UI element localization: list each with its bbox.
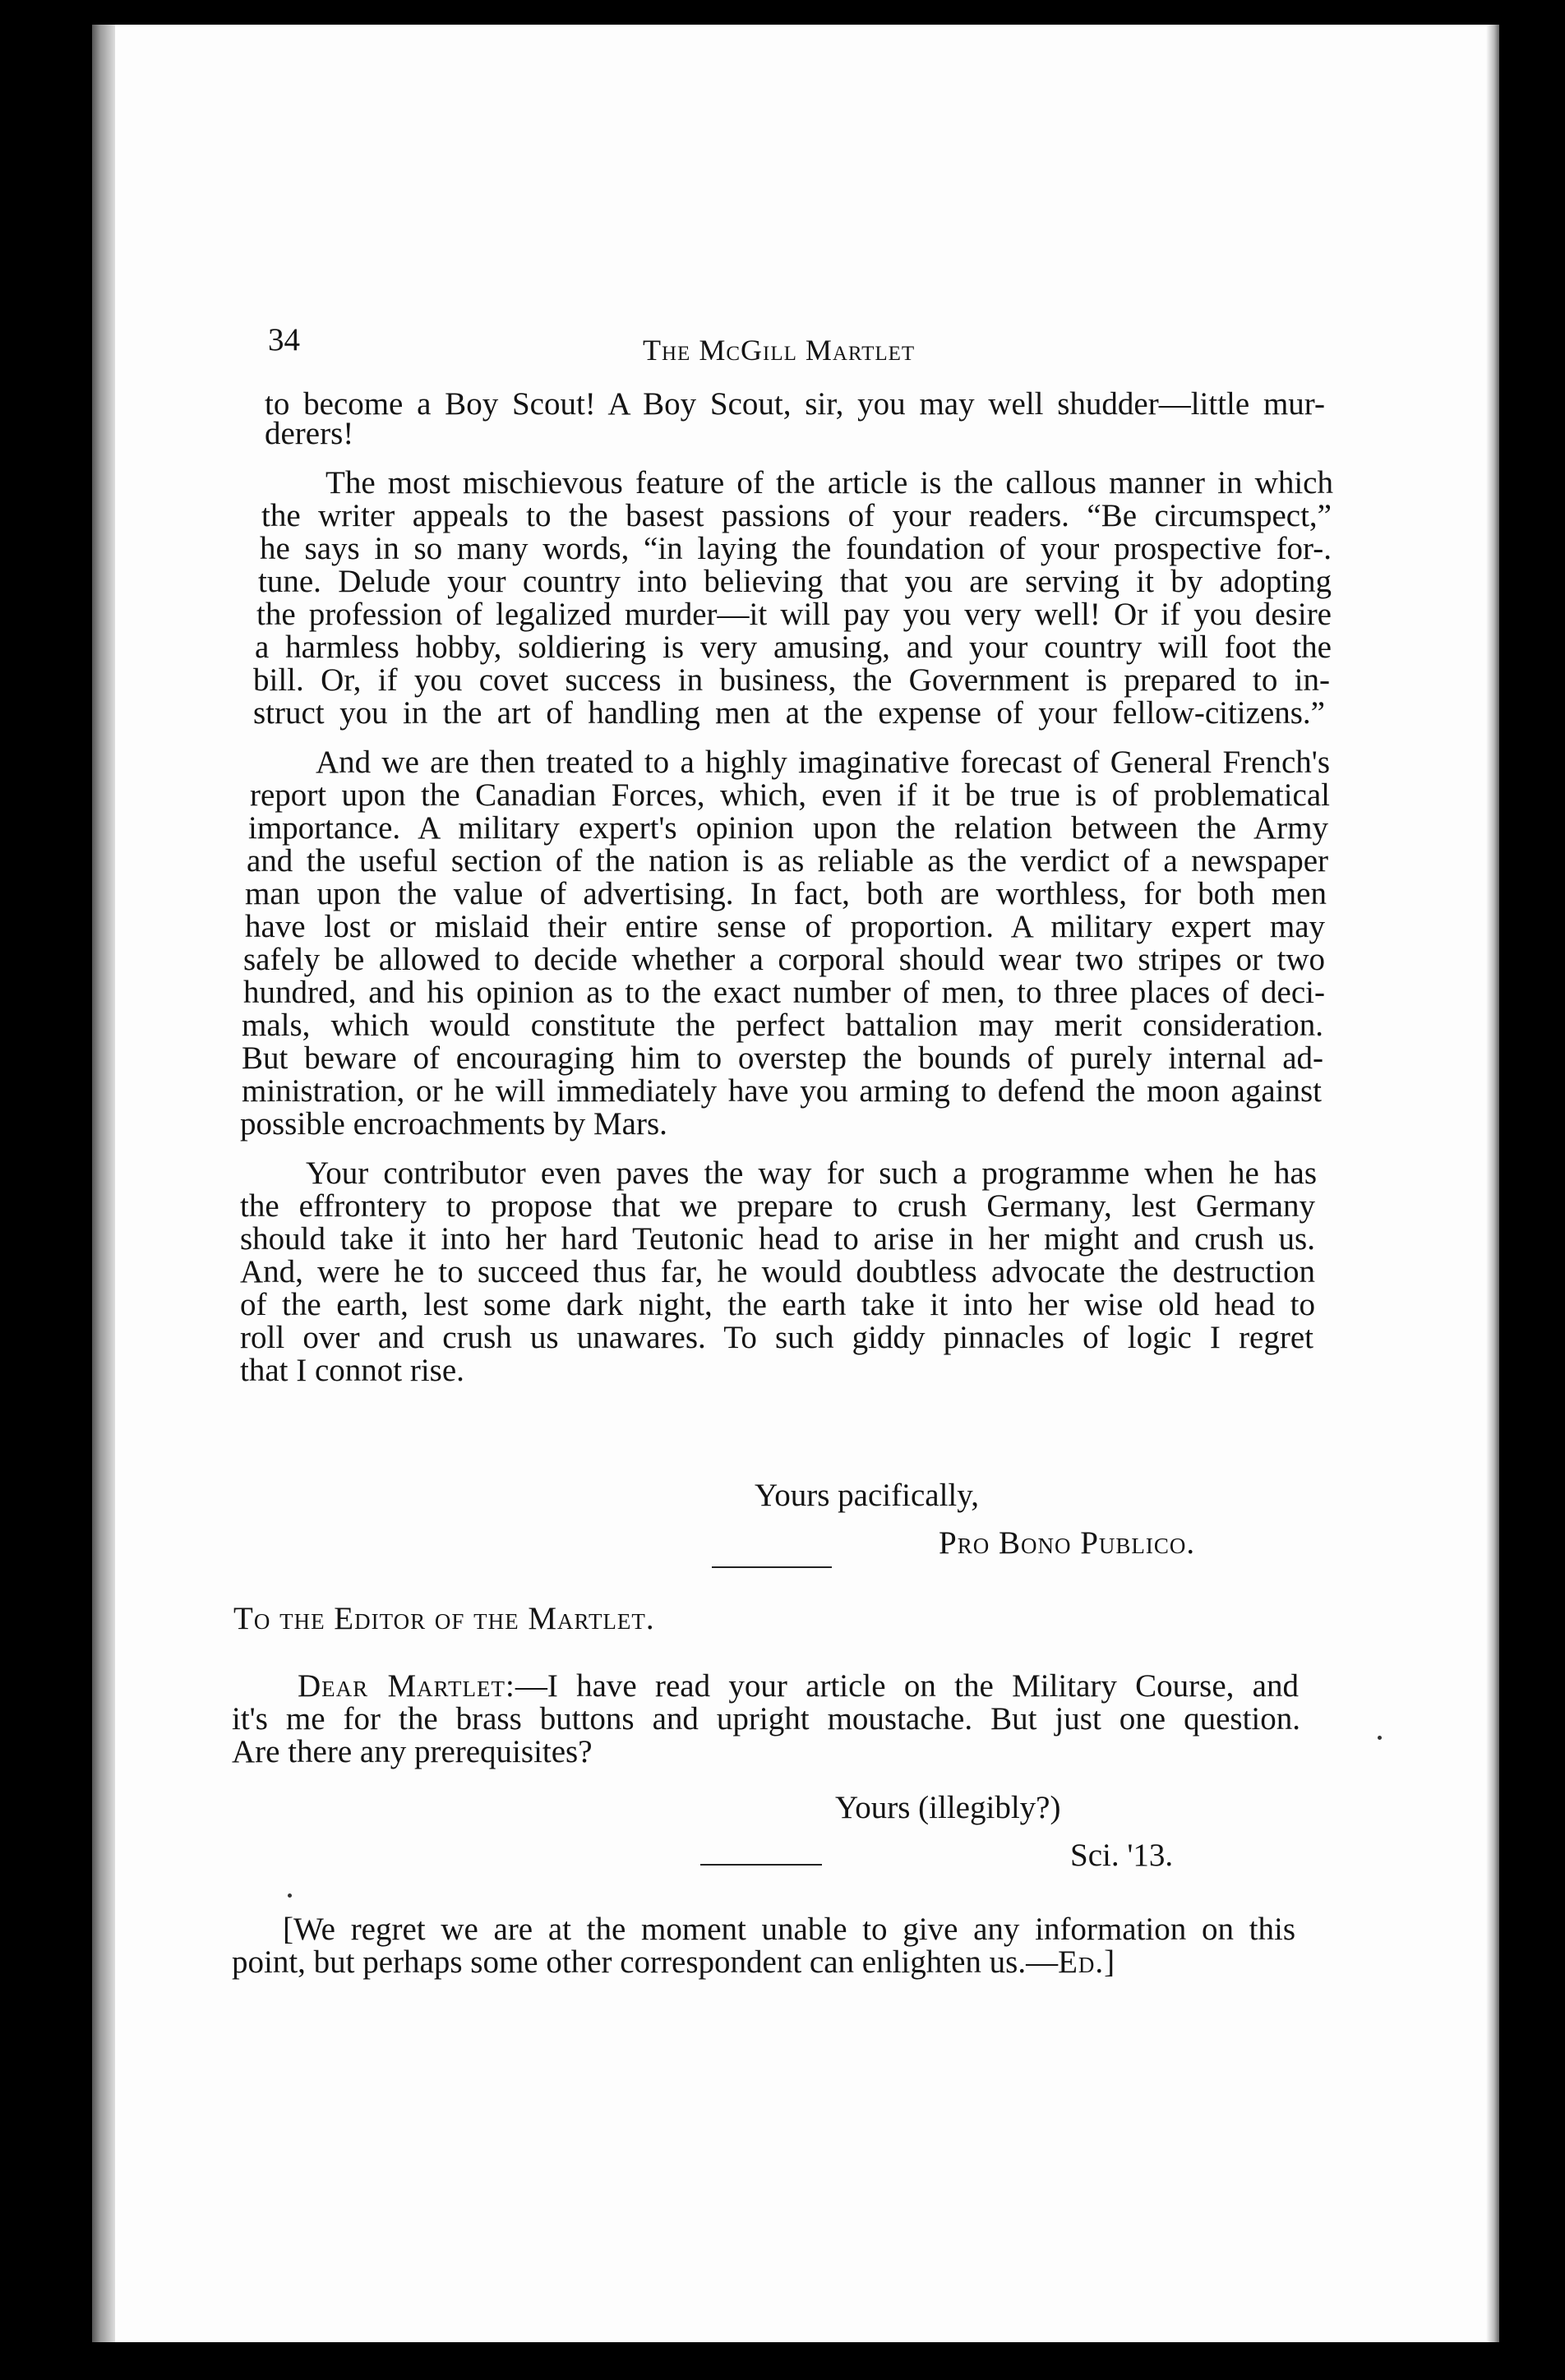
letter1-line: bill. Or, if you covet success in business, the Government is prepared to in- [253, 662, 1330, 698]
letter1-line: But beware of encouraging him to overstep the bounds of purely internal ad- [242, 1040, 1323, 1076]
letter1-line: struct you in the art of handling men at the expense of your fellow-citizens.” [253, 695, 1325, 731]
letter1-line: should take it into her hard Teutonic head to arise in her might and crush us. [240, 1221, 1315, 1257]
letter1-line: the effrontery to propose that we prepare to crush Germany, lest Germany [240, 1188, 1315, 1224]
letter1-line: the profession of legalized murder—it will pay you very well! Or if you desire [256, 597, 1332, 632]
editor-note-line: [We regret we are at the moment unable to give any information on this [283, 1912, 1295, 1947]
separator-rule [700, 1864, 822, 1866]
letter1-line: to become a Boy Scout! A Boy Scout, sir, you may well shudder—little mur- [265, 386, 1325, 422]
letter1-line: And we are then treated to a highly imaginative forecast of General French's [316, 745, 1330, 780]
letter1-line: And, were he to succeed thus far, he would doubtless advocate the destruction [240, 1254, 1315, 1289]
letter2-closing: Yours (illegibly?) [835, 1790, 1061, 1825]
letter1-line: man upon the value of advertising. In fact, both are worthless, for both men [245, 876, 1327, 911]
letter1-line: safely be allowed to decide whether a corporal should wear two stripes or two [243, 942, 1325, 977]
letter1-signature: Pro Bono Publico. [939, 1525, 1196, 1561]
letter2-line: it's me for the brass buttons and upright moustache. But just one question. [232, 1701, 1300, 1737]
letter1-line: hundred, and his opinion as to the exact number of men, to three places of deci- [243, 975, 1325, 1010]
letter1-line: report upon the Canadian Forces, which, even if it be true is of problematical [250, 777, 1330, 813]
letter1-line: roll over and crush us unawares. To such giddy pinnacles of logic I regret [240, 1320, 1313, 1355]
letter1-line: importance. A military expert's opinion upon the relation between the Army [248, 810, 1328, 846]
letter2-first-line [298, 1668, 1299, 1704]
letter2-signature: Sci. '13. [1070, 1838, 1174, 1873]
letter1-line: of the earth, lest some dark night, the earth take it into her wise old head to [240, 1287, 1315, 1322]
letter1-line: derers! [265, 416, 354, 451]
separator-rule [712, 1566, 832, 1568]
letter1-line: The most mischievous feature of the article is the callous manner in which [325, 465, 1333, 500]
letter1-line: he says in so many words, “in laying the foundation of your prospective for-. [260, 531, 1332, 566]
letter1-line: Your contributor even paves the way for such a programme when he has [306, 1155, 1317, 1191]
letter1-line: that I connot rise. [240, 1353, 464, 1388]
letter1-line: and the useful section of the nation is as reliable as the verdict of a newspaper [247, 843, 1328, 879]
letter1-line: the writer appeals to the basest passions of your readers. “Be circumspect,” [261, 498, 1332, 533]
running-title: The McGill Martlet [643, 334, 916, 367]
letter1-line: tune. Delude your country into believing that you are serving it by adopting [258, 564, 1332, 599]
letter2-address: To the Editor of the Martlet. [233, 1601, 655, 1636]
page-binding-shadow [92, 25, 115, 2342]
letter1-line: a harmless hobby, soldiering is very amusing, and your country will foot the [255, 630, 1332, 665]
letter1-line: ministration, or he will immediately have you arming to defend the moon against [242, 1073, 1322, 1109]
letter2-line: Are there any prerequisites? [232, 1734, 593, 1769]
letter1-line: have lost or mislaid their entire sense of proportion. A military expert may [245, 909, 1325, 944]
page-edge-shadow [1486, 25, 1499, 2342]
editor-note-text: point, but perhaps some other correspondent can enlighten us.— [232, 1944, 1059, 1980]
editor-note-signature: Ed.] [1058, 1944, 1116, 1980]
speck-mark [1378, 1736, 1382, 1740]
letter2-salutation: Dear Martlet: [298, 1668, 515, 1704]
speck-mark [288, 1893, 292, 1898]
letter2-line: —I have read your article on the Military Course, and [515, 1668, 1299, 1704]
editor-note-line-2 [232, 1944, 1115, 1981]
letter1-line: mals, which would constitute the perfect battalion may merit consideration. [242, 1008, 1323, 1043]
letter1-line: possible encroachments by Mars. [240, 1106, 667, 1142]
page-number: 34 [268, 322, 300, 357]
letter1-closing: Yours pacifically, [755, 1478, 979, 1513]
